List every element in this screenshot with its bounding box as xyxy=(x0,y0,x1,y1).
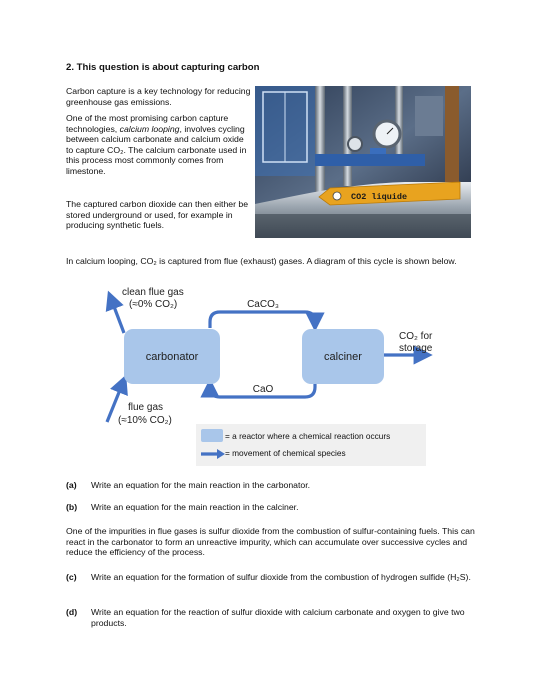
clean-flue-gas-label: clean flue gas xyxy=(122,287,184,298)
calciner-label: calciner xyxy=(324,351,362,363)
co2-storage-label-2: storage xyxy=(399,343,433,354)
flue-gas-label: flue gas xyxy=(128,402,164,413)
question-a-label: (a) xyxy=(66,480,77,490)
clean-flue-gas-co2-label: (≈0% CO₂) xyxy=(129,299,178,310)
reactor-legend-swatch xyxy=(201,429,223,442)
question-heading: 2. This question is about capturing carbon xyxy=(66,62,260,73)
co2-storage-label: CO₂ for xyxy=(399,331,433,342)
question-a-text: Write an equation for the main reaction in the carbonator. xyxy=(91,480,311,490)
legend-reactor-text: = a reactor where a chemical reaction occurs xyxy=(225,431,391,441)
intro-paragraph-2: One of the most promising carbon capture technologies, calcium looping, involves cycling between calcium carbonate and calcium oxide to capture CO₂. The calcium carbonate used in this process most commonly comes from limestone. xyxy=(66,113,247,176)
question-b-text: Write an equation for the main reaction in the calciner. xyxy=(91,502,299,512)
arrow-legend-icon xyxy=(200,448,226,460)
cao-label: CaO xyxy=(252,384,274,395)
question-c-text: Write an equation for the formation of sulfur dioxide from the combustion of hydrogen sulfide (H₂S). xyxy=(91,572,471,582)
question-d-text: Write an equation for the reaction of sulfur dioxide with calcium carbonate and oxygen to give two products. xyxy=(91,607,465,628)
diagram-legend xyxy=(196,424,426,466)
pipe-label-text: CO2 liquide xyxy=(351,192,408,202)
caco3-label: CaCO₃ xyxy=(247,299,279,310)
question-d-label: (d) xyxy=(66,607,78,617)
flue-gas-co2-label: (≈10% CO₂) xyxy=(118,415,172,426)
carbonator-label: carbonator xyxy=(145,351,199,363)
legend-arrow-text: = movement of chemical species xyxy=(225,448,346,458)
question-c-label: (c) xyxy=(66,572,77,582)
impurity-paragraph: One of the impurities in flue gases is sulfur dioxide from the combustion of sulfur-containing fuels. This can react in the carbonator to form an unreactive impurity, which can accumulate over successive cycles and reduce the efficiency of the process. xyxy=(66,526,475,558)
question-b-label: (b) xyxy=(66,502,78,512)
caco3-transfer-arrow xyxy=(210,312,315,328)
intro-paragraph-3: The captured carbon dioxide can then either be stored underground or used, for example in producing synthetic fuels. xyxy=(66,199,249,231)
diagram-intro: In calcium looping, CO₂ is captured from flue (exhaust) gases. A diagram of this cycle is shown below. xyxy=(66,256,457,266)
clean-gas-outlet-arrow xyxy=(110,296,124,333)
intro-paragraph-1: Carbon capture is a key technology for reducing greenhouse gas emissions. xyxy=(66,86,251,107)
calcium-looping-term: calcium looping xyxy=(119,123,180,134)
